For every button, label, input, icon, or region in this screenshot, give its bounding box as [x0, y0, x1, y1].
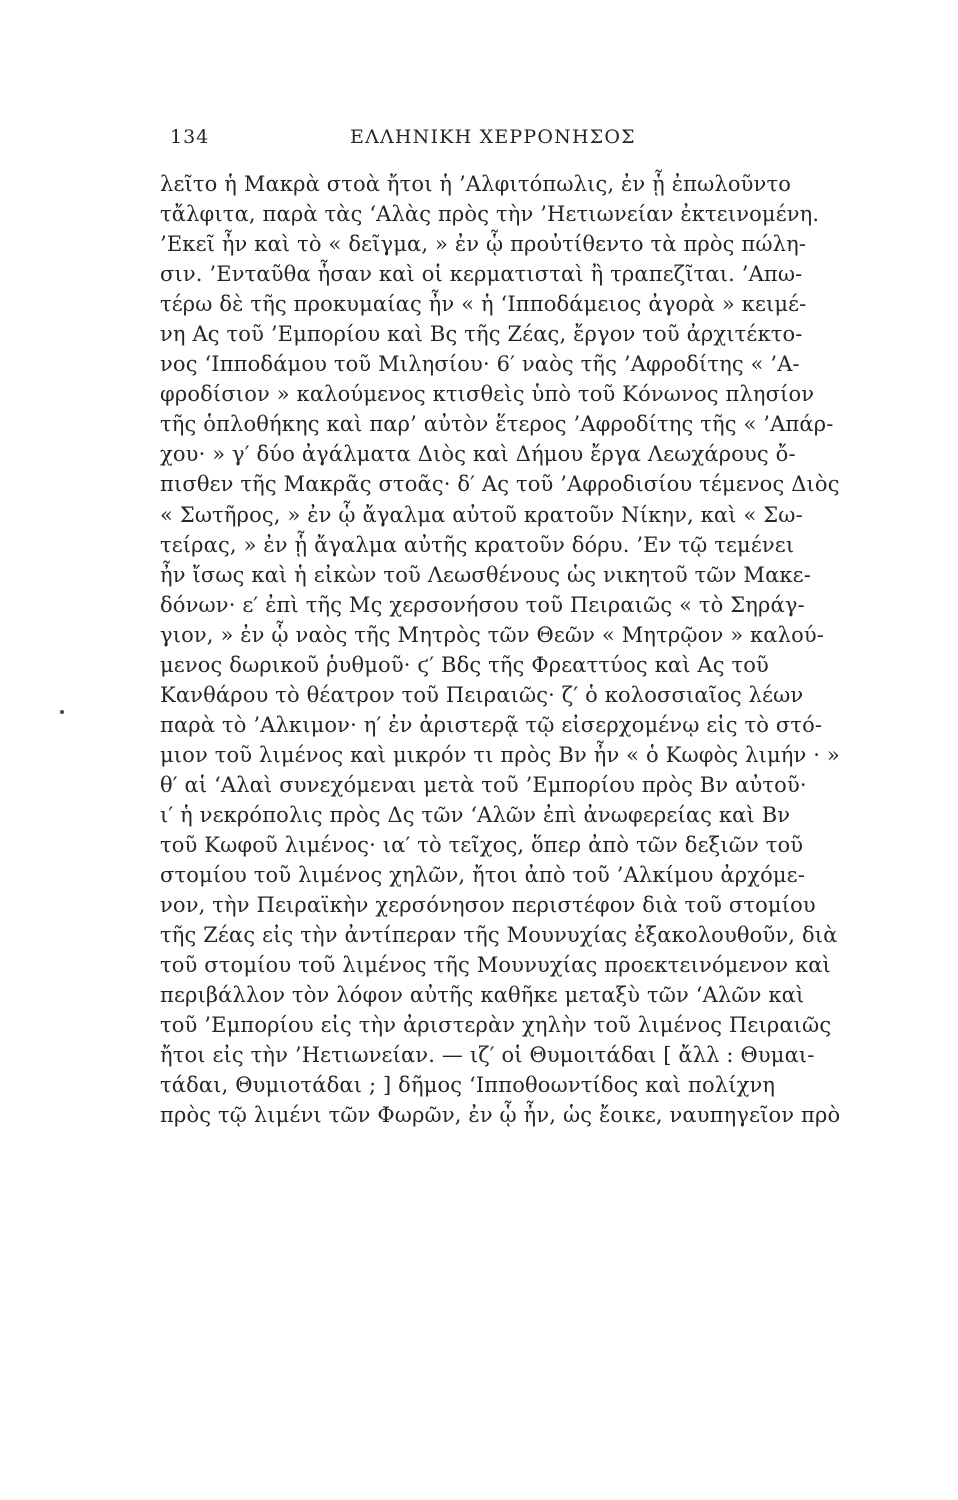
page-header — [170, 122, 860, 158]
text-line: τοῦ ’Εμπορίου εἰς τὴν ἀριστερὰν χηλὴν τοῦ λιμένος Πειραιῶς — [160, 1013, 832, 1038]
text-line: τοῦ στομίου τοῦ λιμένος τῆς Μουνυχίας προεκτεινόμενον καὶ — [160, 953, 831, 978]
text-line: τάδαι, Θυμιοτάδαι ; ] δῆμος ‘Ιπποθοωντίδος καὶ πολίχνη — [160, 1073, 776, 1098]
text-line: τῆς Ζέας εἰς τὴν ἀντίπεραν τῆς Μουνυχίας ἐξακολουθοῦν, διὰ — [160, 923, 838, 948]
text-line: νον, τὴν Πειραϊκὴν χερσόνησον περιστέφον διὰ τοῦ στομίου — [160, 893, 816, 918]
text-line: δόνων· ε′ ἐπὶ τῆς Mς χερσονήσου τοῦ Πειραιῶς « τὸ Σηράγ- — [160, 592, 805, 617]
text-line: στομίου τοῦ λιμένος χηλῶν, ἤτοι ἀπὸ τοῦ ’Αλκίμου ἀρχόμε- — [160, 863, 805, 888]
text-line: πισθεν τῆς Μακρᾶς στοᾶς· δ′ Aς τοῦ ’Αφροδισίου τέμενος Διὸς — [160, 472, 840, 497]
text-line: περιβάλλον τὸν λόφον αὐτῆς καθῆκε μεταξὺ τῶν ‘Αλῶν καὶ — [160, 983, 805, 1008]
text-line: νος ‘Ιπποδάμου τοῦ Μιλησίου· 6′ ναὸς τῆς ’Αφροδίτης « ’Α- — [160, 352, 800, 377]
text-line: ἦν ἴσως καὶ ἡ εἰκὼν τοῦ Λεωσθένους ὡς νικητοῦ τῶν Μακε- — [160, 562, 811, 587]
text-line: τῆς ὁπλοθήκης καὶ παρ’ αὐτὸν ἕτερος ’Αφροδίτης τῆς « ’Απάρ- — [160, 412, 834, 437]
text-line: λεῖτο ἡ Μακρὰ στοὰ ἤτοι ἡ ’Αλφιτόπωλις, ἐν ᾗ ἐπωλοῦντο — [160, 172, 792, 196]
text-line: νη Aς τοῦ ’Εμπορίου καὶ Bς τῆς Ζέας, ἔργον τοῦ ἀρχιτέκτο- — [160, 322, 803, 347]
running-title: ΕΛΛΗΝΙΚΗ ΧΕΡΡΟΝΗΣΟΣ — [350, 126, 636, 148]
text-line: φροδίσιον » καλούμενος κτισθεὶς ὑπὸ τοῦ Κόνωνος πλησίον — [160, 382, 815, 407]
text-line: « Σωτῆρος, » ἐν ᾧ ἄγαλμα αὐτοῦ κρατοῦν Νίκην, καὶ « Σω- — [160, 502, 803, 527]
text-line: σιν. ’Ενταῦθα ἦσαν καὶ οἱ κερματισταὶ ἢ τραπεζῖται. ’Απω- — [160, 262, 803, 287]
margin-mark — [60, 710, 64, 714]
text-line: τέρω δὲ τῆς προκυμαίας ἦν « ἡ ‘Ιπποδάμειος ἀγορὰ » κειμέ- — [160, 292, 807, 317]
text-line: χου· » γ′ δύο ἀγάλματα Διὸς καὶ Δήμου ἔργα Λεωχάρους ὄ- — [160, 442, 796, 467]
text-line: παρὰ τὸ ’Αλκιμον· η′ ἐν ἀριστερᾷ τῷ εἰσερχομένῳ εἰς τὸ στό- — [160, 712, 823, 737]
text-line: ’Εκεῖ ἦν καὶ τὸ « δεῖγμα, » ἐν ᾧ προὐτίθεντο τὰ πρὸς πώλη- — [160, 232, 807, 257]
page-number: 134 — [170, 126, 210, 148]
text-line: τείρας, » ἐν ᾗ ἄγαλμα αὐτῆς κρατοῦν δόρυ. ’Εν τῷ τεμένει — [160, 532, 795, 557]
text-line: Κανθάρου τὸ θέατρον τοῦ Πειραιῶς· ζ′ ὁ κολοσσιαῖος λέων — [160, 682, 804, 707]
text-line: γιον, » ἐν ᾧ ναὸς τῆς Μητρὸς τῶν Θεῶν « Μητρῷον » καλού- — [160, 622, 825, 647]
body-text — [160, 169, 872, 1131]
text-line: θ′ αἱ ‘Αλαὶ συνεχόμεναι μετὰ τοῦ ’Εμπορίου πρὸς Bν αὐτοῦ· — [160, 772, 807, 797]
text-line: πρὸς τῷ λιμένι τῶν Φωρῶν, ἐν ᾧ ἦν, ὡς ἔοικε, ναυπηγεῖον πρὸ — [160, 1103, 841, 1128]
text-line: ι′ ἡ νεκρόπολις πρὸς Δς τῶν ‘Αλῶν ἐπὶ ἀνωφερείας καὶ Bν — [160, 802, 791, 827]
text-line: μενος δωρικοῦ ῥυθμοῦ· ϛ′ Bδς τῆς Φρεαττύος καὶ Aς τοῦ — [160, 652, 769, 677]
text-line: τἄλφιτα, παρὰ τὰς ‘Αλὰς πρὸς τὴν ’Ηετιωνείαν ἐκτεινομένη. — [160, 202, 820, 227]
text-line: μιον τοῦ λιμένος καὶ μικρόν τι πρὸς Bν ἦν « ὁ Κωφὸς λιμήν · » — [160, 742, 840, 767]
text-line: τοῦ Κωφοῦ λιμένος· ια′ τὸ τεῖχος, ὅπερ ἀπὸ τῶν δεξιῶν τοῦ — [160, 833, 804, 858]
text-line: ἤτοι εἰς τὴν ’Ηετιωνείαν. — ιζ′ οἱ Θυμοιτάδαι [ ἄλλ : Θυμαι- — [160, 1043, 815, 1068]
